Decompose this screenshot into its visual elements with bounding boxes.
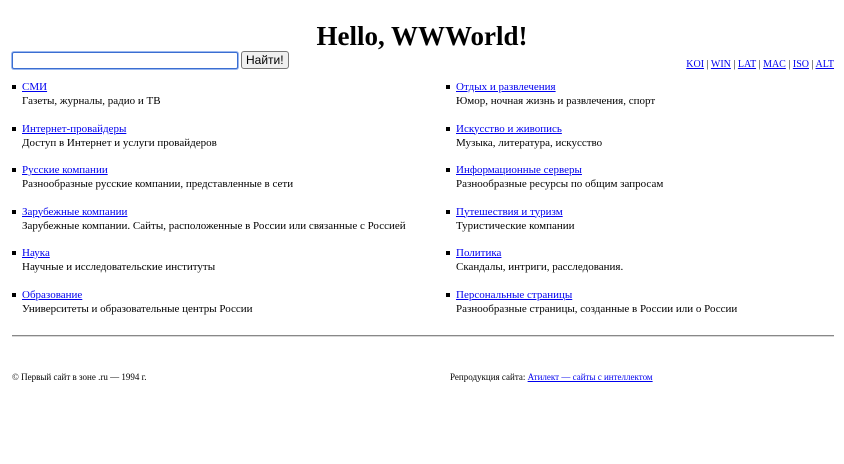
- category-item: [446, 288, 737, 330]
- footer-reproduction: [450, 371, 653, 383]
- encoding-separator: |: [811, 59, 814, 70]
- category-description: Газеты, журналы, радио и ТВ: [22, 95, 161, 107]
- category-description: Университеты и образовательные центры России: [22, 302, 253, 315]
- category-link[interactable]: Образование: [22, 288, 83, 301]
- encoding-separator: |: [758, 59, 761, 70]
- encoding-link-alt[interactable]: ALT: [815, 59, 834, 70]
- category-description: Разнообразные страницы, созданные в России или о России: [456, 302, 738, 315]
- category-description: Доступ в Интернет и услуги провайдеров: [22, 136, 217, 149]
- category-description: Скандалы, интриги, расследования.: [456, 261, 624, 273]
- category-item: [12, 163, 406, 205]
- category-link[interactable]: Наука: [22, 247, 50, 259]
- bullet-icon: [12, 168, 16, 172]
- bullet-icon: [446, 251, 450, 255]
- bullet-icon: [12, 251, 16, 255]
- bullet-icon: [446, 85, 450, 89]
- category-description: Зарубежные компании. Сайты, расположенные в России или связанные с Россией: [22, 219, 406, 232]
- category-link[interactable]: Отдых и развлечения: [456, 81, 556, 93]
- bullet-icon: [446, 293, 450, 297]
- category-link[interactable]: СМИ: [22, 81, 48, 93]
- category-description: Разнообразные русские компании, представленные в сети: [22, 178, 294, 190]
- horizontal-divider: [12, 335, 834, 337]
- category-description: Музыка, литература, искусство: [456, 136, 603, 149]
- category-item: [12, 80, 406, 122]
- category-description: Разнообразные ресурсы по общим запросам: [456, 178, 664, 190]
- category-link[interactable]: Путешествия и туризм: [456, 205, 563, 218]
- bullet-icon: [12, 210, 16, 214]
- search-input[interactable]: [12, 52, 238, 69]
- category-item: [12, 122, 406, 164]
- footer-copyright: © Первый сайт в зоне .ru — 1994 г.: [12, 372, 147, 382]
- category-link[interactable]: Интернет-провайдеры: [22, 122, 127, 135]
- category-link[interactable]: Политика: [456, 247, 502, 259]
- bullet-icon: [446, 127, 450, 131]
- encoding-link-koi[interactable]: KOI: [686, 59, 705, 70]
- category-link[interactable]: Зарубежные компании: [22, 205, 128, 218]
- bullet-icon: [12, 127, 16, 131]
- category-description: Юмор, ночная жизнь и развлечения, спорт: [456, 95, 656, 107]
- encoding-link-iso[interactable]: ISO: [792, 59, 809, 70]
- category-link[interactable]: Искусство и живопись: [456, 122, 562, 135]
- category-item: [446, 205, 737, 247]
- bullet-icon: [446, 210, 450, 214]
- encoding-link-lat[interactable]: LAT: [737, 59, 757, 70]
- category-column-right: [446, 80, 737, 329]
- encoding-link-mac[interactable]: MAC: [763, 59, 786, 70]
- category-item: [12, 246, 406, 288]
- category-item: [446, 80, 737, 122]
- encoding-separator: |: [733, 59, 736, 70]
- category-description: Туристические компании: [456, 219, 575, 232]
- category-link[interactable]: Персональные страницы: [456, 288, 573, 301]
- category-item: [12, 288, 406, 330]
- category-item: [446, 122, 737, 164]
- category-item: [12, 205, 406, 247]
- category-description: Научные и исследовательские институты: [22, 261, 216, 273]
- encoding-separator: |: [706, 59, 709, 70]
- bullet-icon: [12, 293, 16, 297]
- footer-repro-link[interactable]: Атилект — сайты с интеллектом: [527, 372, 653, 382]
- encoding-separator: |: [788, 59, 791, 70]
- bullet-icon: [12, 85, 16, 89]
- category-item: [446, 163, 737, 205]
- page-title: Hello, WWWorld!: [316, 21, 528, 52]
- bullet-icon: [446, 168, 450, 172]
- encoding-links: [686, 59, 834, 71]
- category-link[interactable]: Русские компании: [22, 164, 108, 176]
- category-link[interactable]: Информационные серверы: [456, 164, 582, 176]
- footer-repro-label: Репродукция сайта:: [450, 372, 528, 382]
- category-column-left: [12, 80, 406, 329]
- category-item: [446, 246, 737, 288]
- encoding-link-win[interactable]: WIN: [710, 59, 731, 70]
- search-button[interactable]: Найти!: [241, 51, 289, 69]
